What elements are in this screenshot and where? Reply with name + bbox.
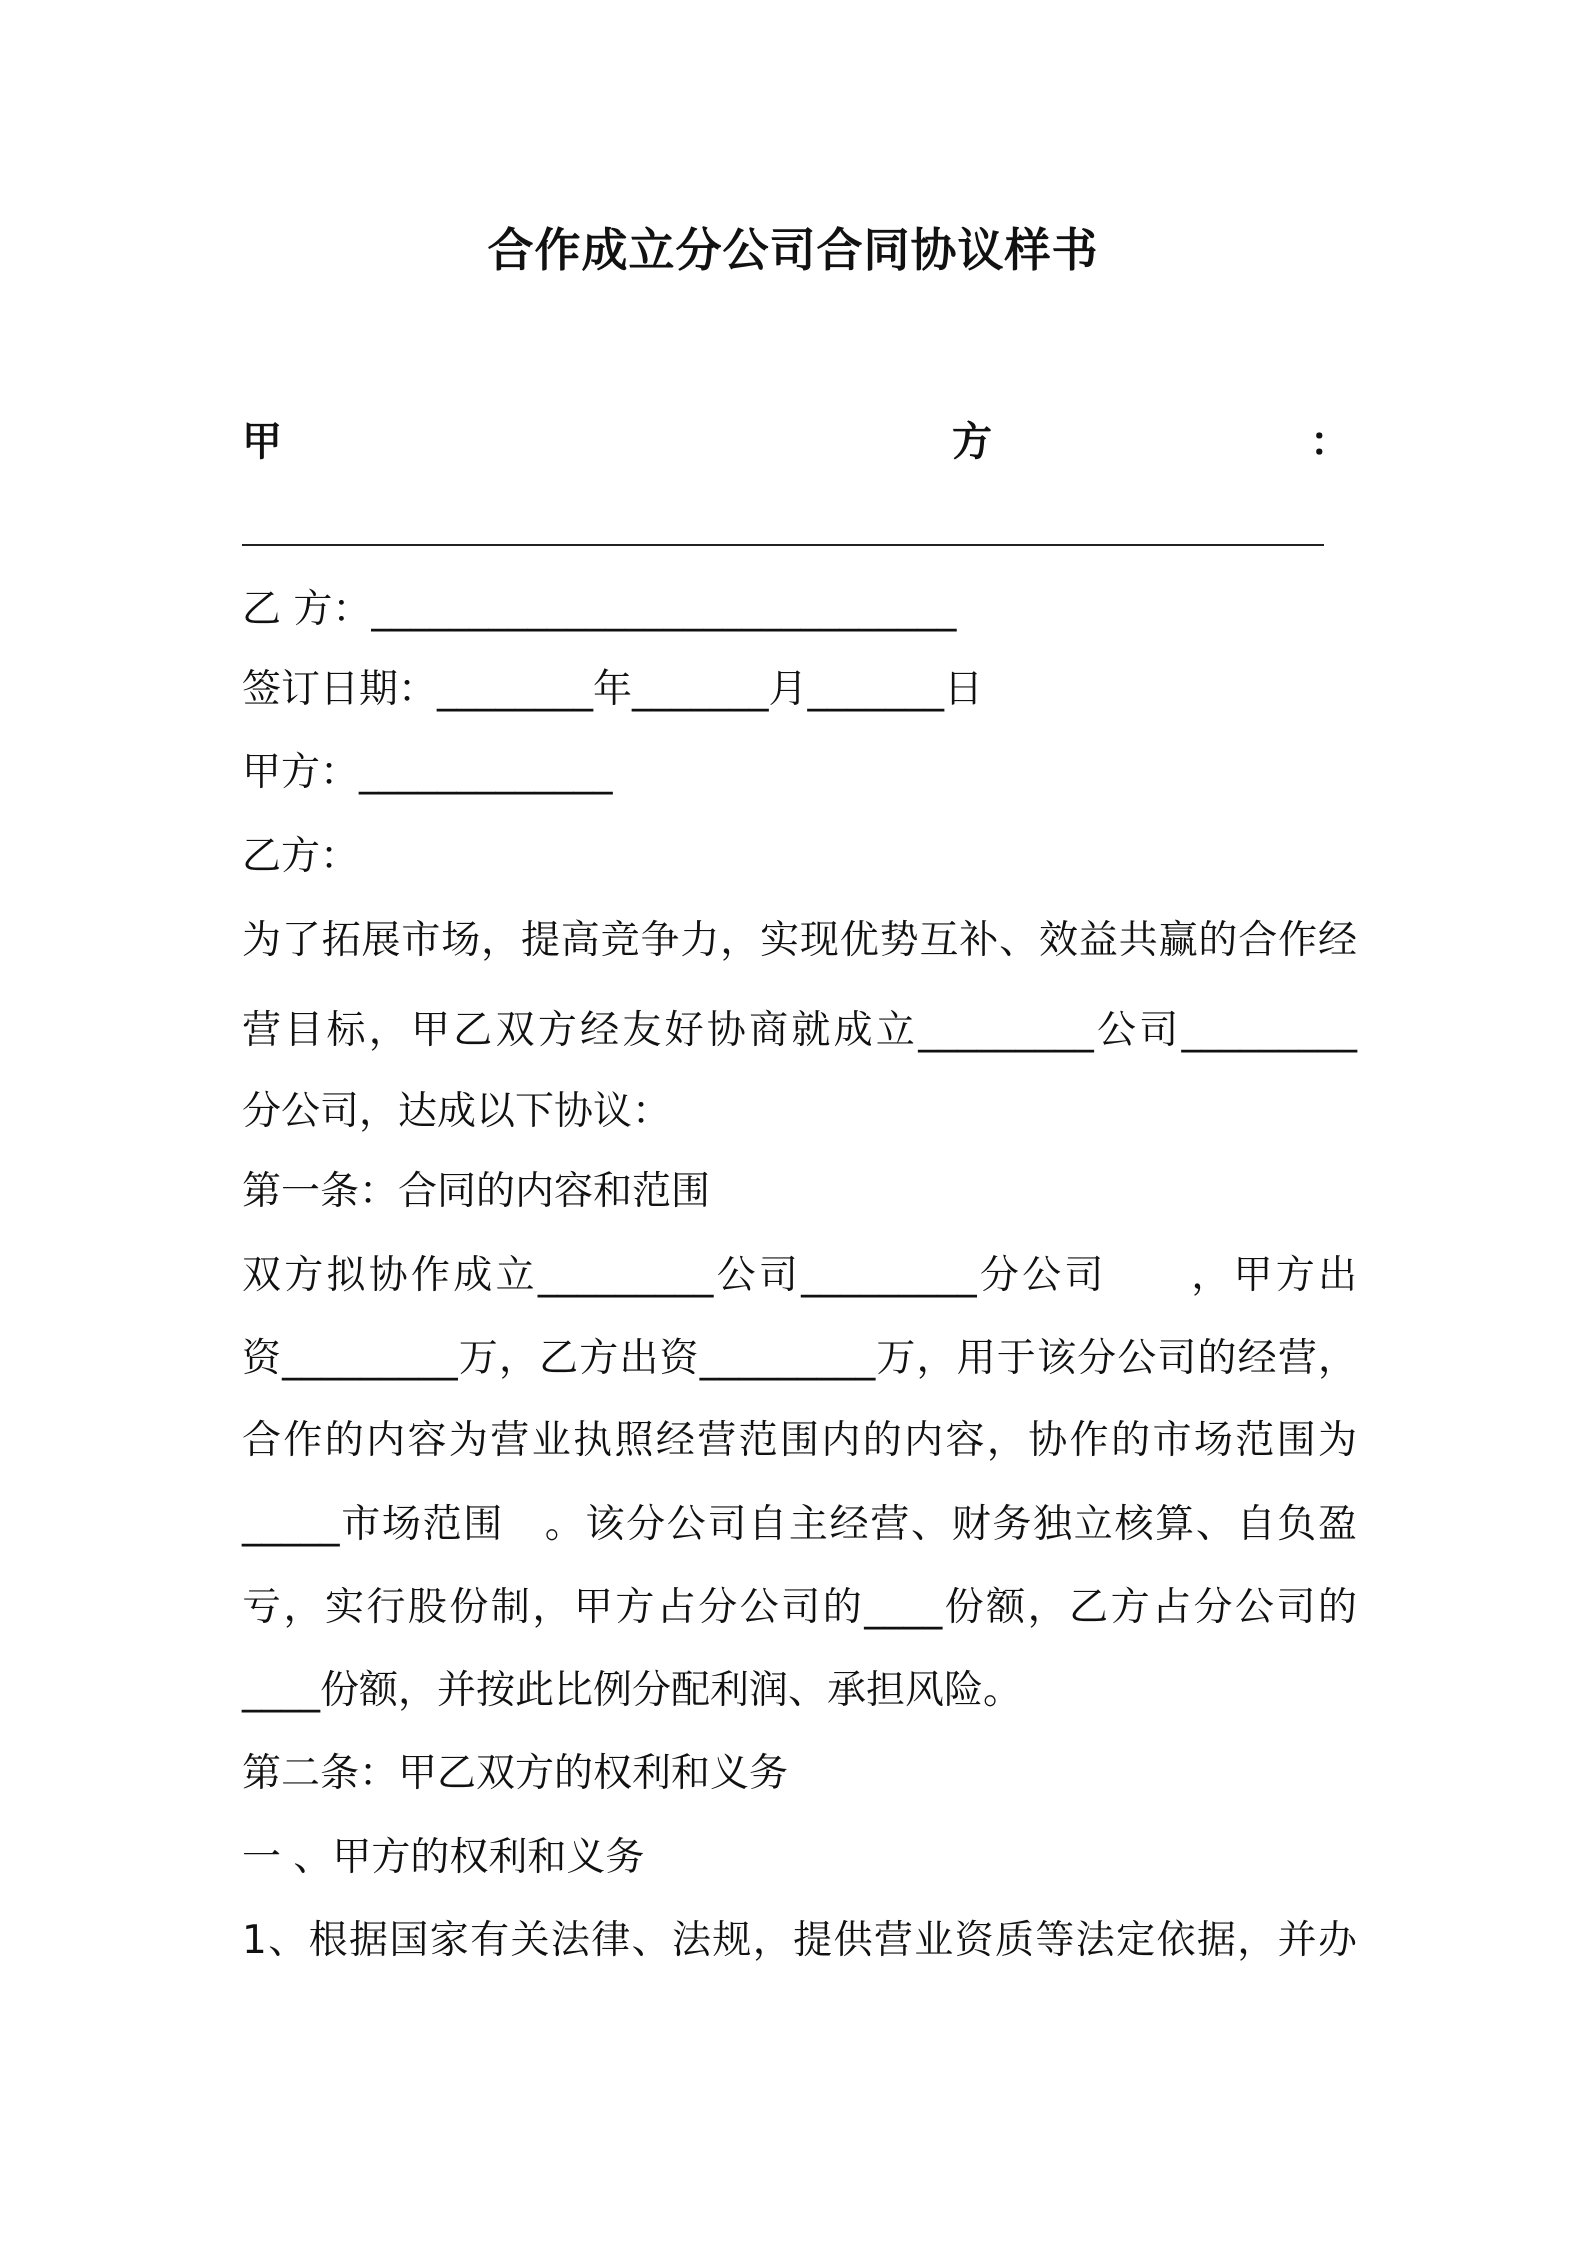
article-1-heading: 第一条：合同的内容和范围 — [242, 1169, 711, 1214]
party-a-line: 甲方：_____________ — [242, 750, 613, 795]
body-line: 亏，实行股份制，甲方占分公司的____份额，乙方占分公司的 — [242, 1585, 1357, 1630]
signing-date-line: 签订日期：________年_______月_______日 — [242, 667, 984, 712]
body-line: 双方拟协作成立_________公司_________分公司 ，甲方出 — [242, 1253, 1357, 1298]
party-b-label-line: 乙方： — [242, 834, 360, 879]
body-line: 合作的内容为营业执照经营范围内的内容，协作的市场范围为 — [242, 1418, 1357, 1463]
body-line: _____市场范围 。该分公司自主经营、财务独立核算、自负盈 — [242, 1502, 1357, 1547]
body-line: 为了拓展市场，提高竞争力，实现优势互补、效益共赢的合作经 — [242, 918, 1357, 963]
body-line: 1、根据国家有关法律、法规，提供营业资质等法定依据，并办 — [242, 1918, 1357, 1963]
body-line: 分公司，达成以下协议： — [242, 1089, 672, 1134]
body-line: 营目标，甲乙双方经友好协商就成立_________公司_________ — [242, 1008, 1357, 1053]
party-a-colon: ： — [1310, 419, 1350, 465]
body-line: 资_________万，乙方出资_________万，用于该分公司的经营， — [242, 1336, 1357, 1381]
party-a-char-1: 甲 — [242, 419, 282, 465]
party-a-blank-rule — [242, 544, 1324, 546]
document-title: 合作成立分公司合同协议样书 — [487, 223, 1099, 277]
article-2-heading: 第二条：甲乙双方的权利和义务 — [242, 1751, 789, 1796]
party-b-line: 乙 方：______________________________ — [242, 587, 957, 632]
body-line: ____份额，并按此比例分配利润、承担风险。 — [242, 1668, 1023, 1713]
party-a-heading — [242, 410, 1350, 470]
party-a-char-2: 方 — [952, 419, 992, 465]
section-heading: 一 、甲方的权利和义务 — [242, 1835, 645, 1880]
